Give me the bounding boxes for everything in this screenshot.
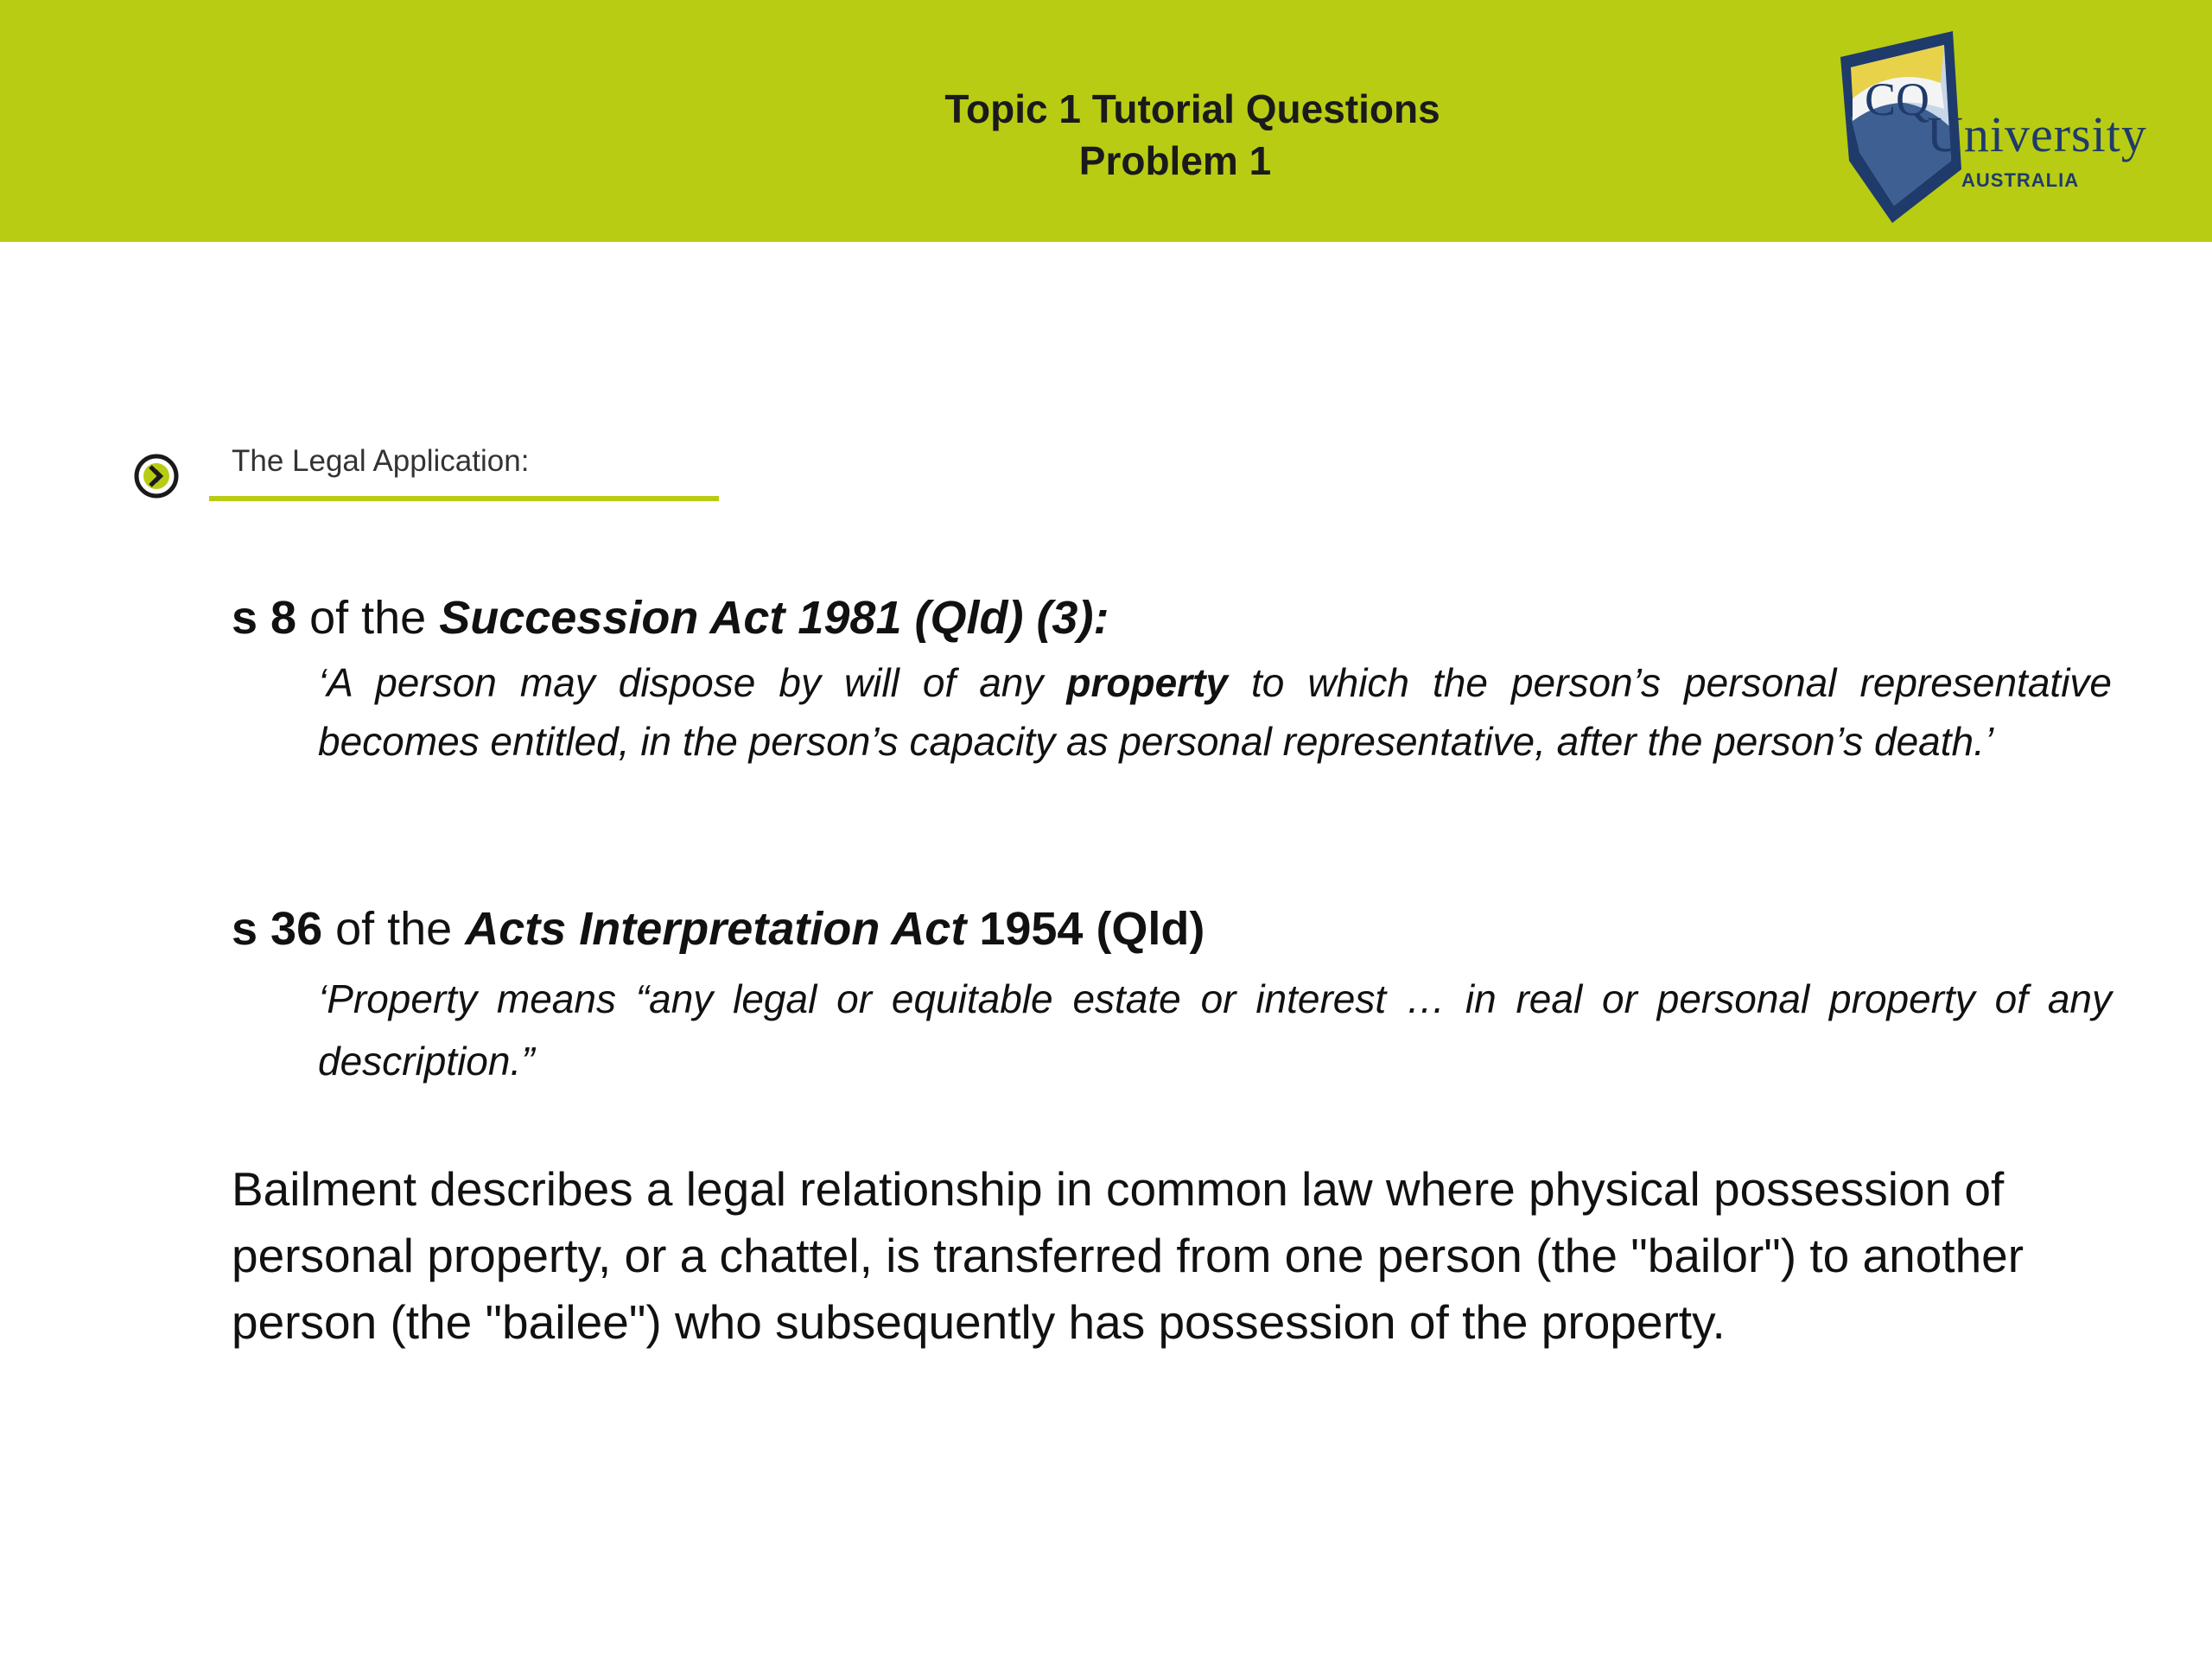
provision-1-of-the: of the	[296, 592, 440, 644]
logo-country-text: AUSTRALIA	[1961, 169, 2080, 191]
section-label: The Legal Application:	[232, 444, 530, 478]
title-line-1: Topic 1 Tutorial Questions	[944, 86, 1440, 131]
quote-1-end: to which the person’s personal representative becomes entitled, in the person’s capacity as personal representative, after the person’s death.’	[318, 660, 2112, 764]
quote-1-emphasis: property	[1066, 660, 1228, 705]
bailment-paragraph: Bailment describes a legal relationship in common law where physical possession of personal property, or a chattel, is transferred from one person (the "bailor") to another person (the "bailee") who subsequently has possession of the property.	[232, 1162, 2024, 1349]
title-line-2: Problem 1	[1078, 138, 1272, 183]
logo-cq-text: CQ	[1865, 73, 1930, 125]
provision-2-heading	[232, 899, 1205, 959]
provision-2-of-the: of the	[322, 903, 466, 955]
quote-1-start: ‘A person may dispose by will of any	[318, 660, 1067, 705]
circled-chevron-right-icon	[133, 453, 180, 499]
section-underline	[209, 496, 719, 501]
logo-university-text: University	[1927, 106, 2147, 162]
header-bar	[0, 0, 2212, 242]
provision-2-year: 1954 (Qld)	[966, 903, 1205, 955]
page-title	[916, 83, 1469, 187]
provision-2-section: s 36	[232, 903, 323, 955]
provision-1-heading	[232, 588, 1109, 648]
provision-2-act: Acts Interpretation Act	[465, 903, 967, 955]
provision-1-act: Succession Act 1981 (Qld) (3):	[439, 592, 1109, 644]
provision-2-quote: ‘Property means “any legal or equitable estate or interest … in real or personal property of any description.”	[318, 976, 2112, 1084]
cqu-logo	[1832, 31, 2160, 230]
provision-1-section: s 8	[232, 592, 297, 644]
provision-1-quote	[318, 653, 2112, 771]
